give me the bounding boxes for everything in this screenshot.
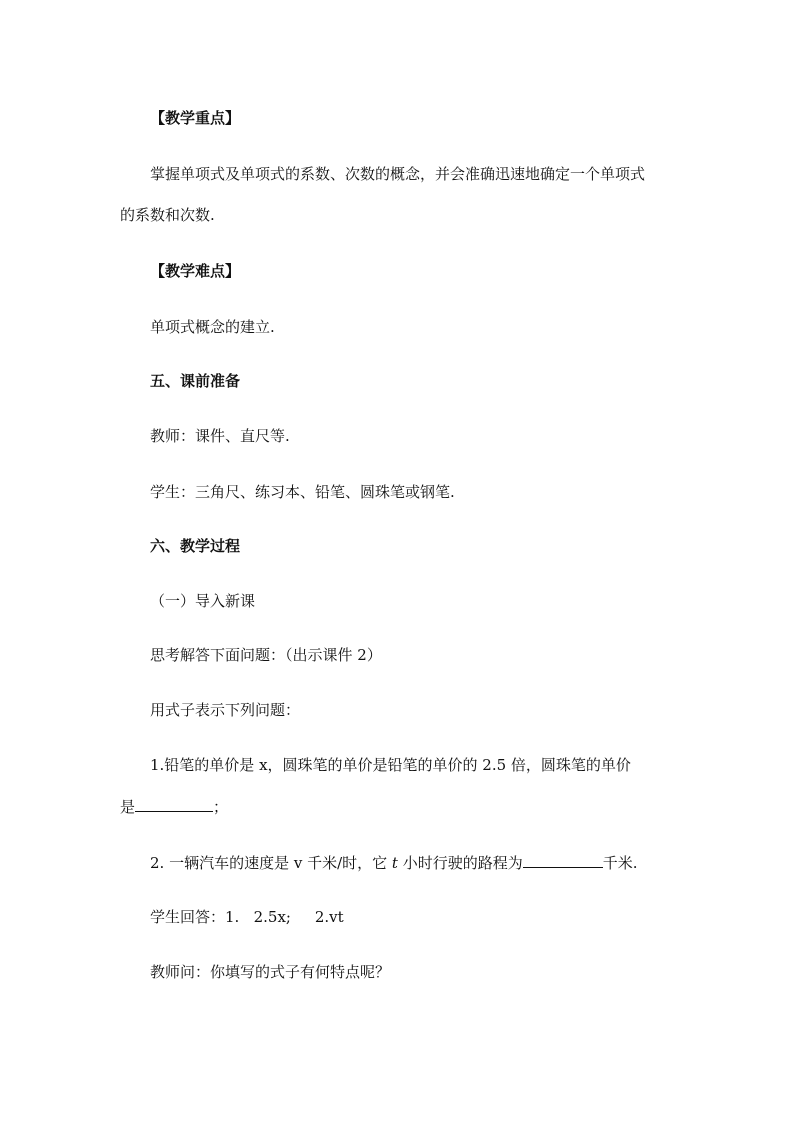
teaching-focus-text-line1: 掌握单项式及单项式的系数、次数的概念，并会准确迅速地确定一个单项式 bbox=[150, 165, 646, 183]
question-1-line1: 1.铅笔的单价是 x，圆珠笔的单价是铅笔的单价的 2.5 倍，圆珠笔的单价 bbox=[150, 756, 631, 774]
question-2 bbox=[150, 853, 638, 873]
express-prompt: 用式子表示下列问题： bbox=[150, 701, 301, 719]
prep-heading: 五、课前准备 bbox=[150, 372, 241, 390]
teaching-focus-text-line2: 的系数和次数. bbox=[120, 206, 215, 224]
question-2-middle: 小时行驶的路程为 bbox=[397, 854, 523, 872]
question-1-line2 bbox=[120, 797, 228, 817]
teacher-question: 教师问：你填写的式子有何特点呢？ bbox=[150, 963, 391, 981]
student-answer: 学生回答：1. 2.5x; 2.vt bbox=[150, 908, 344, 926]
prep-student: 学生：三角尺、练习本、铅笔、圆珠笔或钢笔. bbox=[150, 483, 455, 501]
teaching-difficulty-heading: 【教学难点】 bbox=[150, 262, 241, 280]
question-2-suffix: 千米. bbox=[602, 854, 638, 872]
intro-heading: （一）导入新课 bbox=[150, 592, 256, 610]
teaching-focus-heading: 【教学重点】 bbox=[150, 109, 241, 127]
answer-blank-2 bbox=[523, 853, 603, 868]
think-prompt: 思考解答下面问题：（出示课件 2） bbox=[150, 646, 382, 664]
question-2-variable-t: t bbox=[391, 854, 398, 872]
question-2-prefix: 2. 一辆汽车的速度是 v 千米/时，它 bbox=[150, 854, 392, 872]
question-1-prefix: 是 bbox=[120, 798, 136, 816]
answer-blank-1 bbox=[135, 797, 213, 812]
process-heading: 六、教学过程 bbox=[150, 537, 241, 555]
teaching-difficulty-text: 单项式概念的建立. bbox=[150, 318, 275, 336]
question-1-suffix: ； bbox=[213, 798, 229, 816]
prep-teacher: 教师：课件、直尺等. bbox=[150, 427, 290, 445]
